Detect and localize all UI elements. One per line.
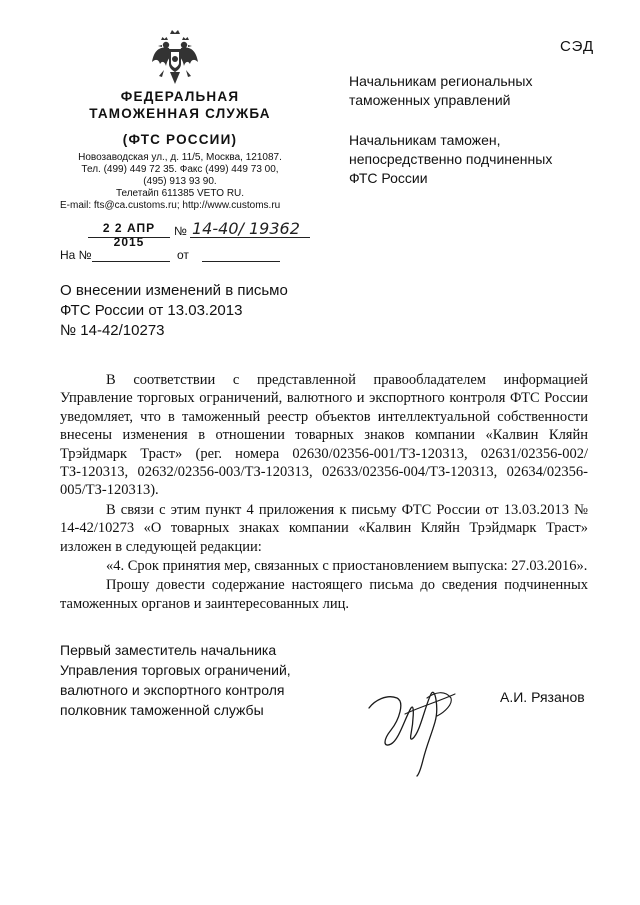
registration-date: 2 2 АПР 2015: [102, 221, 156, 249]
recipients-group-1: [349, 72, 532, 110]
sender-phones-extra: (495) 913 93 90.: [143, 176, 217, 187]
subject-line: № 14-42/10273: [60, 322, 165, 339]
reference-row: [60, 246, 320, 264]
recipient-line: Начальникам таможен,: [349, 132, 501, 148]
body-paragraph-4: Прошу довести содержание настоящего письма до сведения подчиненных таможенных органов и заинтересованных лиц.: [60, 577, 588, 612]
letter-body: [60, 371, 588, 613]
recipient-line: Начальникам региональных: [349, 73, 533, 89]
signatory-name: А.И. Рязанов: [500, 689, 585, 705]
reference-date-blank: [202, 261, 280, 262]
russian-coat-of-arms-icon: [150, 28, 200, 86]
letter-subject: [60, 281, 288, 341]
number-underline: [190, 237, 310, 238]
sender-contacts: [60, 152, 300, 212]
sender-email: E-mail: fts@ca.customs.ru; http://www.customs.ru: [60, 200, 281, 211]
body-paragraph-2: В связи с этим пункт 4 приложения к письму ФТС России от 13.03.2013 № 14-42/10273 «О товарных знаках компании «Калвин Кляйн Трэйдмарк Траст» изложен в следующей редакции:: [60, 501, 588, 555]
date-underline: [88, 237, 170, 238]
org-name-line2: ТАМОЖЕННАЯ СЛУЖБА: [89, 106, 271, 121]
signatory-title-line: валютного и экспортного контроля: [60, 682, 285, 698]
sender-organization: [60, 88, 300, 148]
org-name-line1: ФЕДЕРАЛЬНАЯ: [120, 89, 240, 104]
reference-number-blank: [92, 261, 170, 262]
recipients-group-2: [349, 131, 552, 188]
recipient-line: непосредственно подчиненных: [349, 151, 553, 167]
reference-date-label: от: [177, 248, 189, 262]
signatory-title-line: Управления торговых ограничений,: [60, 662, 291, 678]
registration-number-label: №: [174, 224, 187, 238]
sender-teletype: Телетайп 611385 VETO RU.: [115, 188, 245, 199]
registration-number: 14-40/ 19362: [192, 219, 300, 238]
subject-line: О внесении изменений в письмо: [60, 282, 288, 299]
body-paragraph-1: В соответствии с представленной правообладателем информацией Управление торговых ограничений, валютного и экспортного контроля ФТС России уведомляет, что в таможенный реестр объектов интеллектуальной собственности внесены изменения в отношении товарных знаков компании «Калвин Кляйн Трэйдмарк Траст» (рег. номера 02630/02356-001/ТЗ-120313, 02631/02356-002/ТЗ-120313, 02632/02356-003/ТЗ-120313, 02633/02356-004/ТЗ-120313, 02634/02356-005/ТЗ-120313).: [60, 372, 588, 499]
recipient-line: ФТС России: [349, 170, 428, 186]
signatory-title-line: Первый заместитель начальника: [60, 642, 277, 658]
signatory-title: [60, 640, 291, 720]
reference-number-label: На №: [60, 248, 92, 262]
body-paragraph-3: «4. Срок принятия мер, связанных с приостановлением выпуска: 27.03.2016».: [106, 558, 588, 575]
subject-line: ФТС России от 13.03.2013: [60, 302, 243, 319]
sender-address: Новозаводская ул., д. 11/5, Москва, 121087.: [78, 152, 282, 163]
sender-phones: Тел. (499) 449 72 35. Факс (499) 449 73 00,: [81, 164, 279, 175]
sed-mark: СЭД: [560, 38, 595, 55]
handwritten-signature: [365, 668, 465, 778]
recipient-line: таможенных управлений: [349, 92, 511, 108]
signatory-title-line: полковник таможенной службы: [60, 702, 264, 718]
registration-row: [88, 219, 318, 249]
org-short-name: (ФТС РОССИИ): [122, 132, 238, 147]
